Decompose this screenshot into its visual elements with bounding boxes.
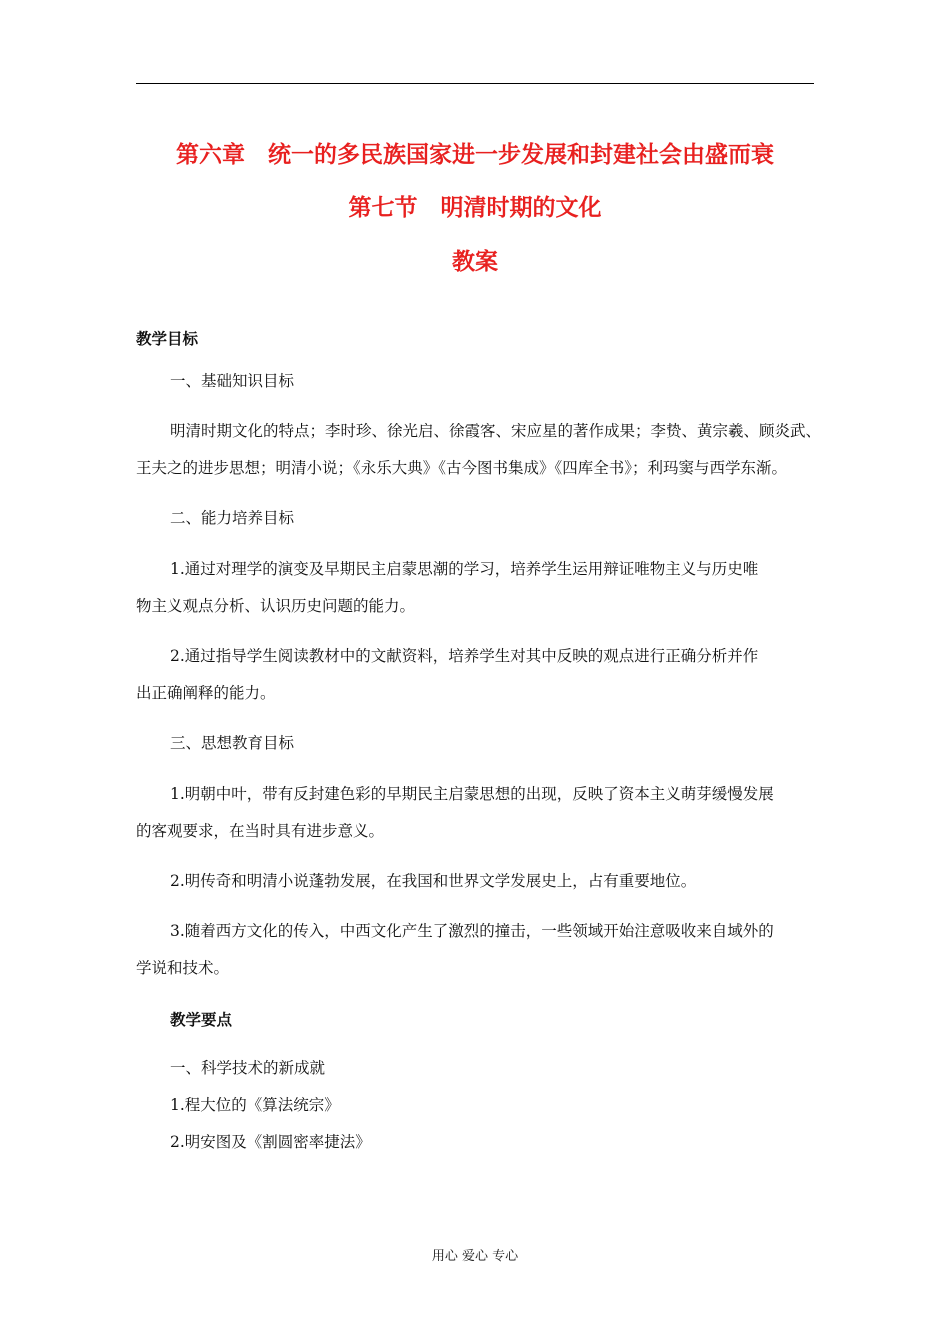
basic-knowledge-heading: 一、基础知识目标 xyxy=(170,372,295,390)
ability-item-1-line-2: 物主义观点分析、认识历史问题的能力。 xyxy=(136,597,416,615)
ability-item-2-line-1: 2.通过指导学生阅读教材中的文献资料，培养学生对其中反映的观点进行正确分析并作 xyxy=(170,647,759,665)
objectives-heading: 教学目标 xyxy=(136,330,199,348)
science-tech-item-2: 2.明安图及《割圆密率捷法》 xyxy=(170,1133,371,1151)
ability-item-2-line-2: 出正确阐释的能力。 xyxy=(136,684,276,702)
ideology-item-3-line-2: 学说和技术。 xyxy=(136,959,230,977)
header-rule xyxy=(136,83,814,84)
science-tech-heading: 一、科学技术的新成就 xyxy=(170,1059,326,1077)
ability-heading: 二、能力培养目标 xyxy=(170,509,295,527)
ability-item-1-line-1: 1.通过对理学的演变及早期民主启蒙思潮的学习，培养学生运用辩证唯物主义与历史唯 xyxy=(170,560,759,578)
ideology-item-1-line-2: 的客观要求，在当时具有进步意义。 xyxy=(136,822,385,840)
ideology-item-3-line-1: 3.随着西方文化的传入，中西文化产生了激烈的撞击，一些领域开始注意吸收来自域外的 xyxy=(170,922,774,940)
chapter-title: 第六章 统一的多民族国家进一步发展和封建社会由盛而衰 xyxy=(176,142,774,168)
ideology-item-1-line-1: 1.明朝中叶，带有反封建色彩的早期民主启蒙思想的出现，反映了资本主义萌芽缓慢发展 xyxy=(170,785,774,803)
keypoints-heading: 教学要点 xyxy=(170,1011,233,1029)
basic-knowledge-text-line-2: 王夫之的进步思想；明清小说；《永乐大典》《古今图书集成》《四库全书》；利玛窦与西学东渐。 xyxy=(136,459,788,477)
section-title: 第七节 明清时期的文化 xyxy=(348,195,602,221)
document-kind-title: 教案 xyxy=(452,249,498,275)
page-footer: 用心 爱心 专心 xyxy=(431,1249,519,1264)
ideology-item-2-line-1: 2.明传奇和明清小说蓬勃发展，在我国和世界文学发展史上，占有重要地位。 xyxy=(170,872,697,890)
ideology-heading: 三、思想教育目标 xyxy=(170,734,295,752)
basic-knowledge-text-line-1: 明清时期文化的特点；李时珍、徐光启、徐霞客、宋应星的著作成果；李贽、黄宗羲、顾炎武、 xyxy=(170,422,822,440)
science-tech-item-1: 1.程大位的《算法统宗》 xyxy=(170,1096,340,1114)
